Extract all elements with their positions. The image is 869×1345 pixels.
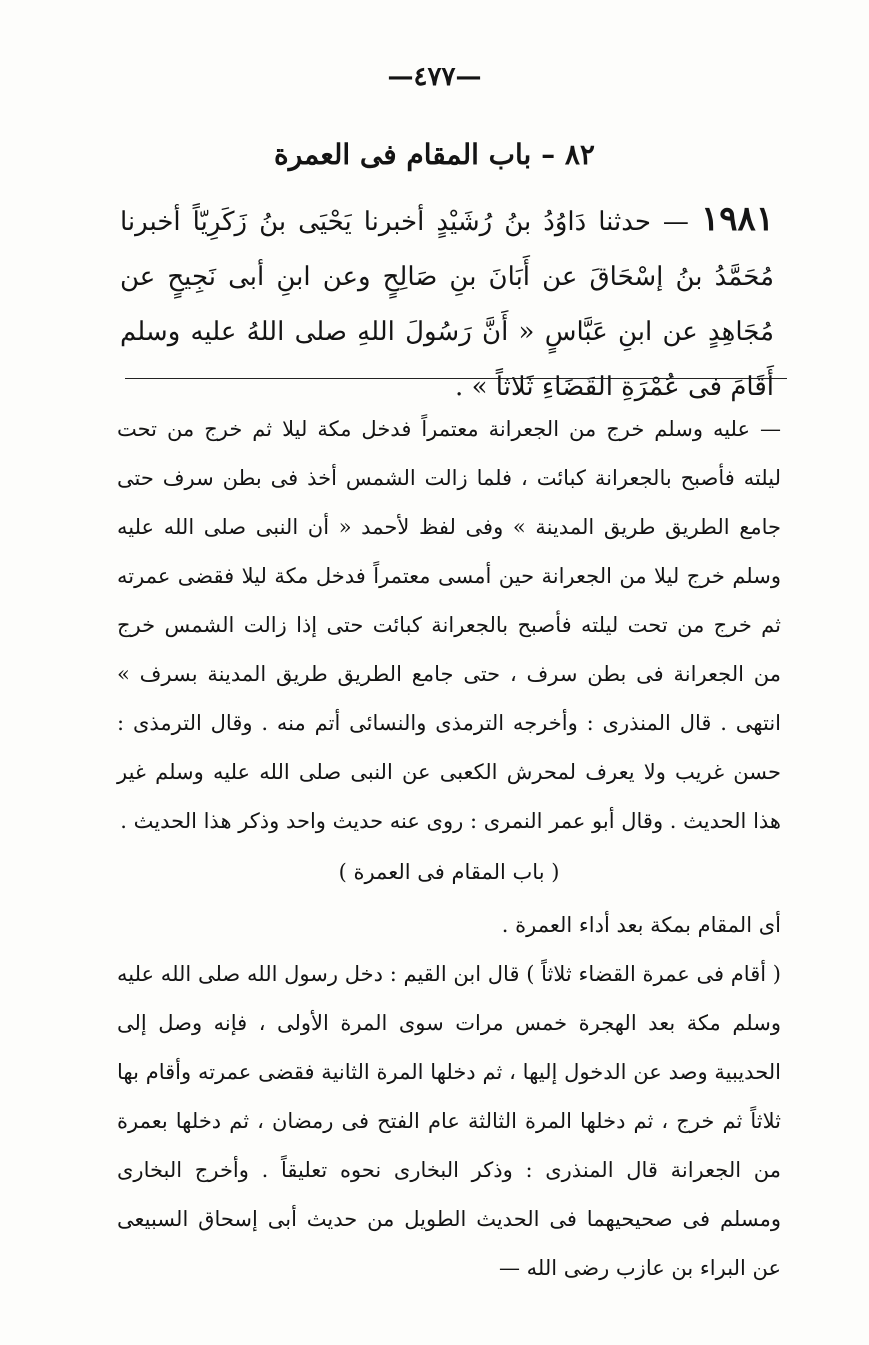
- page-number: —٤٧٧—: [387, 62, 482, 92]
- commentary-paragraph-3: ( أقام فى عمرة القضاء ثلاثاً ) قال ابن القيم : دخل رسول الله صلى الله عليه وسلم مكة بعد الهجرة خمس مرات سوى المرة الأولى ، فإنه وصل إلى الحديبية وصد عن الدخول إليها ، ثم دخلها المرة الثانية فقضى عمرته وأقام بها ثلاثاً ثم خرج ، ثم دخلها المرة الثالثة عام الفتح فى رمضان ، ثم دخلها بعمرة من الجعرانة قال المنذرى : وذكر البخارى نحوه تعليقاً . وأخرج البخارى ومسلم فى صحيحيهما فى الحديث الطويل من حديث أبى إسحاق السبيعى عن البراء بن عازب رضى الله —: [117, 962, 781, 1280]
- commentary-paragraph-1: — عليه وسلم خرج من الجعرانة معتمراً فدخل مكة ليلا ثم خرج من تحت ليلته فأصبح بالجعرانة كبائت ، فلما زالت الشمس أخذ فى بطن سرف حتى جامع الطريق طريق المدينة » وفى لفظ لأحمد « أن النبى صلى الله عليه وسلم خرج ليلا من الجعرانة حين أمسى معتمراً فدخل مكة ليلا فقضى عمرته ثم خرج من تحت ليلته فأصبح بالجعرانة كبائت حتى إذا زالت الشمس خرج من الجعرانة فى بطن سرف ، حتى جامع الطريق طريق المدينة بسرف » انتهى . قال المنذرى : وأخرجه الترمذى والنسائى أتم منه . وقال الترمذى : حسن غريب ولا يعرف لمحرش الكعبى عن النبى صلى الله عليه وسلم غير هذا الحديث . وقال أبو عمر النمرى : روى عنه حديث واحد وذكر هذا الحديث .: [117, 417, 781, 833]
- chapter-heading: [0, 138, 869, 171]
- commentary-section: [117, 405, 781, 1293]
- chapter-number: ٨٢: [564, 138, 595, 171]
- hadith-text: [120, 192, 774, 415]
- footnote-divider: [125, 378, 787, 379]
- hadith-number: ١٩٨١: [700, 199, 774, 239]
- hadith-body: — حدثنا دَاوُدُ بنُ رُشَيْدٍ أخبرنا يَحْيَى بنُ زَكَرِيّاً أخبرنا مُحَمَّدُ بنُ إسْحَاقَ عن أَبَانَ بنِ صَالِحٍ وعن ابنِ أبى نَجِيحٍ عن مُجَاهِدٍ عن ابنِ عَبَّاسٍ « أَنَّ رَسُولَ اللهِ صلى اللهُ عليه وسلم أَقَامَ فى عُمْرَةِ القَضَاءِ ثَلاثاً » .: [120, 207, 774, 402]
- chapter-title: – باب المقام فى العمرة: [274, 138, 556, 171]
- commentary-paragraph-2: أى المقام بمكة بعد أداء العمرة .: [501, 913, 781, 937]
- commentary-subheading: ( باب المقام فى العمرة ): [338, 860, 560, 884]
